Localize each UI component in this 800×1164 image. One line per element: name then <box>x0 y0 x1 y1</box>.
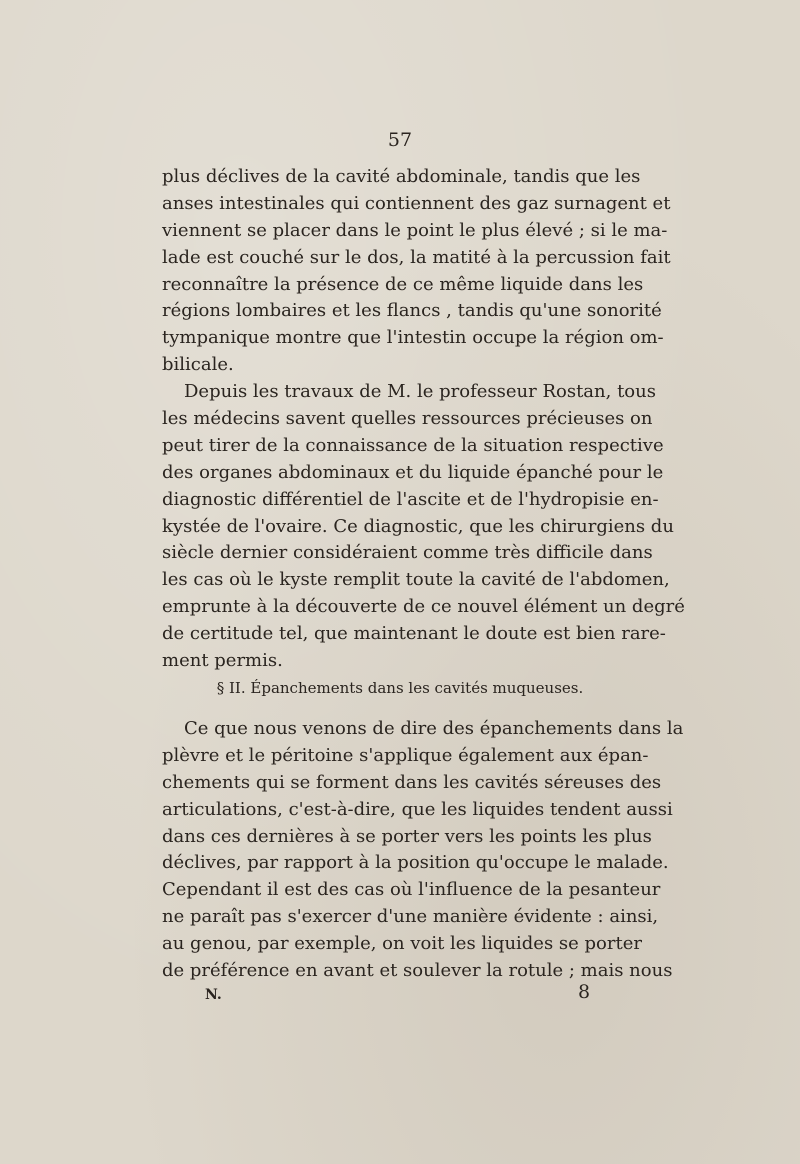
text-line: anses intestinales qui contiennent des gaz surnagent et <box>162 192 671 214</box>
text-line: de préférence en avant et soulever la rotule ; mais nous <box>162 960 673 982</box>
text-line: bilicale. <box>162 354 234 376</box>
text-line: des organes abdominaux et du liquide épanché pour le <box>162 461 664 483</box>
text-line: Cependant il est des cas où l'influence de la pesanteur <box>162 879 661 901</box>
text-line: Ce que nous venons de dire des épanchements dans la <box>184 718 684 739</box>
text-line: articulations, c'est-à-dire, que les liquides tendent aussi <box>162 798 673 820</box>
section-heading: § II. Épanchements dans les cavités muqueuses. <box>216 679 584 697</box>
text-line: les cas où le kyste remplit toute la cavité de l'abdomen, <box>162 569 670 591</box>
text-line: viennent se placer dans le point le plus élevé ; si le ma- <box>162 219 668 241</box>
text-line: kystée de l'ovaire. Ce diagnostic, que les chirurgiens du <box>162 515 674 537</box>
text-line: déclives, par rapport à la position qu'occupe le malade. <box>162 852 669 874</box>
signature-mark: N. <box>205 987 222 1003</box>
text-line: ne paraît pas s'exercer d'une manière évidente : ainsi, <box>162 906 659 928</box>
text-line: diagnostic différentiel de l'ascite et de l'hydropisie en- <box>162 488 659 510</box>
text-line: au genou, par exemple, on voit les liquides se porter <box>162 933 642 955</box>
text-line: reconnaître la présence de ce même liquide dans les <box>162 273 644 295</box>
text-line: ment permis. <box>162 650 283 672</box>
text-block-bottom <box>162 716 684 985</box>
text-line: emprunte à la découverte de ce nouvel élément un degré <box>162 596 685 618</box>
text-line: plus déclives de la cavité abdominale, tandis que les <box>162 166 641 187</box>
text-line: plèvre et le péritoine s'applique également aux épan- <box>162 744 649 766</box>
text-line: dans ces dernières à se porter vers les points les plus <box>162 825 652 847</box>
text-line: de certitude tel, que maintenant le doute est bien rare- <box>162 623 666 645</box>
gathering-number: 8 <box>578 981 591 1003</box>
text-line: peut tirer de la connaissance de la situation respective <box>162 434 664 456</box>
text-line: tympanique montre que l'intestin occupe la région om- <box>162 327 664 349</box>
page-number: 57 <box>387 129 413 151</box>
text-line: les médecins savent quelles ressources précieuses on <box>162 408 653 430</box>
text-line: chements qui se forment dans les cavités séreuses des <box>162 771 662 793</box>
text-line: Depuis les travaux de M. le professeur Rostan, tous <box>184 381 656 403</box>
text-line: siècle dernier considéraient comme très difficile dans <box>162 542 653 564</box>
text-line: régions lombaires et les flancs , tandis qu'une sonorité <box>162 300 662 322</box>
text-block-top <box>162 164 685 675</box>
text-line: lade est couché sur le dos, la matité à la percussion fait <box>162 246 671 268</box>
